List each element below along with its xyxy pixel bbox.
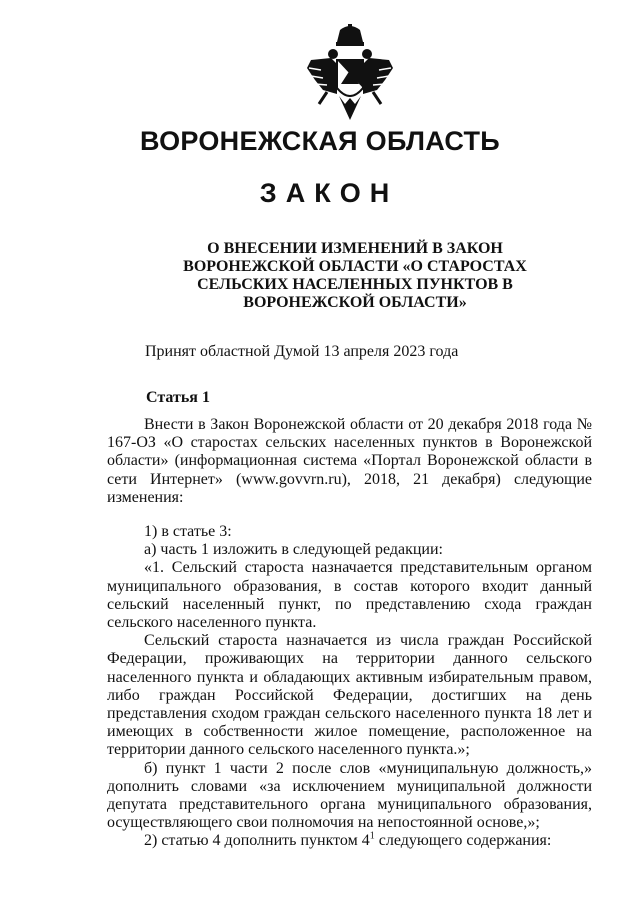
paragraph: Внести в Закон Воронежской области от 20 декабря 2018 года № 167-ОЗ «О старостах сельских населенных пунктов в Воронежской области» (информационная система «Портал Воронежской области в сети Интернет» (www.govvrn.ru), 2018, 21 декабря) следующие изменения: (107, 416, 592, 506)
law-title-line: ВОРОНЕЖСКОЙ ОБЛАСТИ» (243, 294, 467, 311)
document-type: ЗАКОН (259, 178, 399, 208)
coat-of-arms-icon (303, 24, 397, 124)
paragraph-text: следующего содержания: (374, 832, 552, 850)
law-title-line: СЕЛЬСКИХ НАСЕЛЕННЫХ ПУНКТОВ В (197, 276, 513, 293)
superscript: 1 (369, 831, 375, 843)
law-title-line: О ВНЕСЕНИИ ИЗМЕНЕНИЙ В ЗАКОН (207, 240, 503, 257)
paragraph: Сельский староста назначается из числа граждан Российской Федерации, проживающих на территории данного сельского населенного пункта и обладающих активным избирательным правом, либо граждан Российской Федерации, достигших на день представления сходом граждан сельского населенного пункта 18 лет и имеющих в собственности жилое помещение, расположенное на территории данного сельского населенного пункта.»; (107, 632, 592, 759)
article-heading: Статья 1 (146, 389, 210, 406)
paragraph: б) пункт 1 части 2 после слов «муниципальную должность,» дополнить словами «за исключением муниципальной должности депутата представительного органа муниципального образования, осуществляющего свои полномочия на непостоянной основе,»; (107, 759, 592, 832)
article-body (107, 416, 592, 851)
law-title (160, 240, 550, 312)
paragraph: а) часть 1 изложить в следующей редакции: (144, 541, 443, 559)
law-title-line: ВОРОНЕЖСКОЙ ОБЛАСТИ «О СТАРОСТАХ (183, 258, 527, 275)
paragraph-text: 2) статью 4 дополнить пунктом 4 (144, 832, 370, 850)
paragraph: 1) в статье 3: (144, 523, 232, 541)
adoption-note: Принят областной Думой 13 апреля 2023 года (145, 343, 459, 360)
paragraph: «1. Сельский староста назначается представительным органом муниципального образования, в состав которого входит данный сельский населенный пункт, по представлению схода граждан сельского населенного пункта. (107, 559, 592, 632)
region-name: ВОРОНЕЖСКАЯ ОБЛАСТЬ (139, 126, 501, 156)
paragraph (107, 832, 592, 850)
